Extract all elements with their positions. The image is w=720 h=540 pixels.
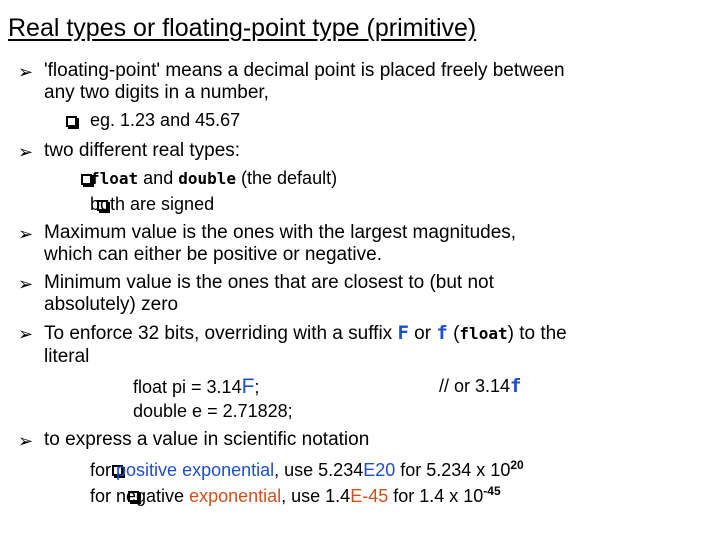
bullet-2-line-1: two different real types: [44,140,241,161]
bullet-2-sub-2: both are signed [90,194,215,214]
bullet-4-line-2: absolutely) zero [44,294,179,315]
bullet-5-line-2: literal [44,346,90,367]
code-suffix-f: f [510,375,522,397]
arrow-bullet-icon: ➢ [18,274,34,294]
square-bullet-icon [66,116,77,127]
arrow-bullet-icon: ➢ [18,142,34,162]
keyword-float: float [459,324,508,343]
bullet-2-sub-1: float and double (the default) [90,168,338,188]
bullet-1-line-2: any two digits in a number, [44,82,269,103]
bullet-3-line-1: Maximum value is the ones with the largest magnitudes, [44,222,517,243]
bullet-5-line-1: To enforce 32 bits, overriding with a suffix F or f (float) to the [44,322,567,344]
notation-sub-1: for positive exponential, use 5.234E20 for 5.234 x $10^{20}$ [90,458,524,480]
code-suffix-F: F [241,375,255,398]
code-line-2: double e = 2.71828; [133,401,293,421]
bullet-4-line-1: Minimum value is the ones that are closest to (but not [44,272,494,293]
notation-sub-2: for negative exponential, use 1.4E-45 for 1.4 x $10^{-45}$ [90,484,501,506]
arrow-bullet-icon: ➢ [18,431,34,451]
arrow-bullet-icon: ➢ [18,224,34,244]
keyword-double: double [178,169,237,188]
keyword-float: float [90,169,139,188]
bullet-6-line-1: to express a value in scientific notation [44,429,370,450]
bullet-3-line-2: which can either be positive or negative. [44,244,382,265]
suffix-f: f [436,322,448,344]
suffix-F: F [397,322,409,344]
arrow-bullet-icon: ➢ [18,324,34,344]
bullet-1-line-1: 'floating-point' means a decimal point is placed freely between [44,60,565,81]
code-comment: // or 3.14f [439,375,522,397]
page-title: Real types or floating-point type (primitive) [8,14,477,42]
code-line-1: float pi = 3.14F; [133,375,260,398]
bullet-1-sub-1: eg. 1.23 and 45.67 [90,110,241,130]
arrow-bullet-icon: ➢ [18,62,34,82]
